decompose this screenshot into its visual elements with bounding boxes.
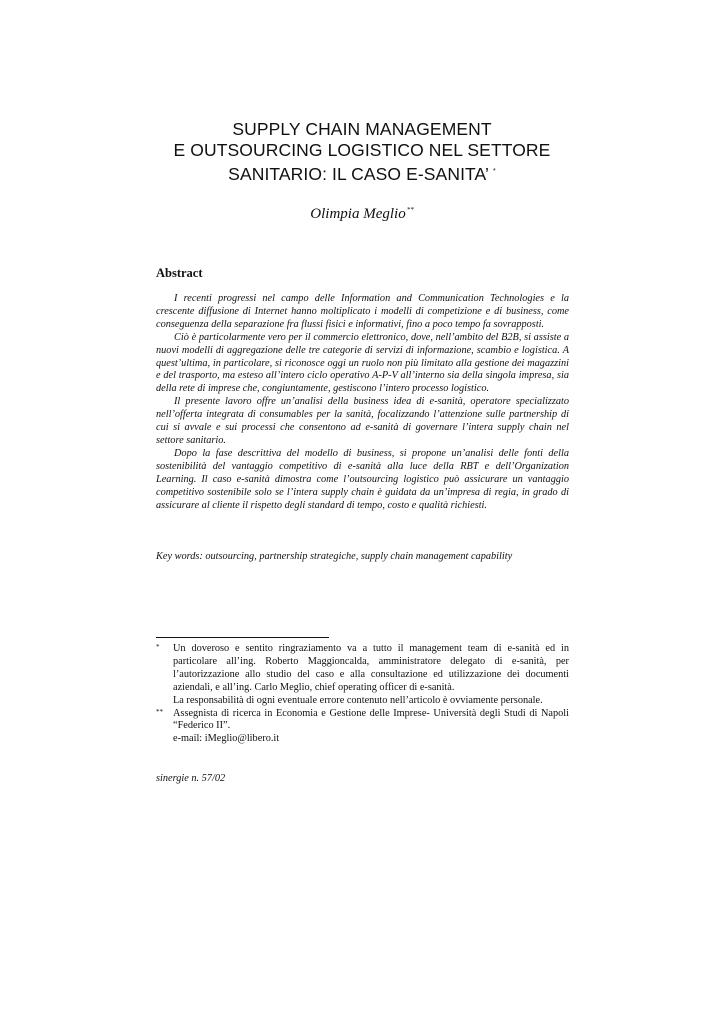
author-name: Olimpia Meglio <box>310 206 406 222</box>
abstract-paragraph: I recenti progressi nel campo delle Information and Communication Technologies e la crescente diffusione di Internet hanno moltiplicato i modelli di competizione e di business, come conseguenza della separazione fra flussi fisici e informativi, fino a poco tempo fa sovrapposti. <box>156 293 569 330</box>
footnotes <box>156 643 569 746</box>
footnote-text: La responsabilità di ogni eventuale errore contenuto nell’articolo è ovviamente personale. <box>173 694 543 706</box>
footnote <box>156 643 569 708</box>
footnote-text: Un doveroso e sentito ringraziamento va a tutto il management team di e-sanità ed in particolare all’ing. Roberto Maggioncalda, amministratore delegato di e-sanità, per l’autorizzazione allo studio del caso e alla consultazione ed utilizzazione dei documenti aziendali, e all’ing. Carlo Meglio, chief operating officer di e-sanità. <box>173 643 569 693</box>
author-footnote-mark: ** <box>406 206 414 214</box>
title-line: SUPPLY CHAIN MANAGEMENT <box>232 119 492 139</box>
footnote-mark: ** <box>156 707 163 716</box>
title-line-text: SANITARIO: IL CASO E-SANITA’ <box>228 163 489 184</box>
abstract-paragraph: Dopo la fase descrittiva del modello di business, si propone un’analisi delle fonti della sostenibilità del vantaggio competitivo di e-sanità alla luce della RBT e dell’Organization Learning. Il caso e-sanità dimostra come l’outsourcing logistico può assicurare un vantaggio competitivo sostenibile solo se l’intera supply chain è guidata da un’impresa di regia, in grado di assicurare al cliente il rispetto degli standard di tempo, costo e qualità richiesti. <box>156 447 569 511</box>
abstract-paragraph: Il presente lavoro offre un’analisi della business idea di e-sanità, operatore specializzato nell’offerta integrata di consumables per la sanità, focalizzando l’attenzione sulle partnership di cui si avvale e sui processi che consentono ad e-sanità di governare l’intera supply chain nel settore sanitario. <box>156 396 569 446</box>
footnote <box>156 708 569 747</box>
keywords: Key words: outsourcing, partnership strategiche, supply chain management capability <box>156 551 513 562</box>
abstract-body <box>156 293 569 512</box>
footnote-separator <box>156 637 329 638</box>
abstract-paragraph: Ciò è particolarmente vero per il commercio elettronico, dove, nell’ambito del B2B, si assiste a nuovi modelli di aggregazione delle tre categorie di servizi di informazione, scambio e logistica. A quest’ultima, in particolare, si riconosce oggi un ruolo non più limitato alla gestione dei magazzini e del trasporto, ma esteso all’intero ciclo operativo A-P-V all’interno sia della singola impresa, sia della rete di imprese che, congiuntamente, gestiscono l’intero processo logistico. <box>156 331 569 395</box>
author <box>0 206 724 223</box>
paper-title <box>0 119 724 185</box>
footnote-email: e-mail: iMeglio@libero.it <box>173 733 280 745</box>
footnote-text: Assegnista di ricerca in Economia e Gestione delle Imprese- Università degli Studi di Napoli “Federico II”. <box>173 707 569 732</box>
journal-reference: sinergie n. 57/02 <box>156 773 226 784</box>
title-line: E OUTSOURCING LOGISTICO NEL SETTORE <box>173 140 551 160</box>
abstract-heading: Abstract <box>156 266 203 280</box>
footnote-mark: * <box>156 643 160 651</box>
title-footnote-mark: * <box>492 168 496 175</box>
title-line <box>0 161 724 185</box>
